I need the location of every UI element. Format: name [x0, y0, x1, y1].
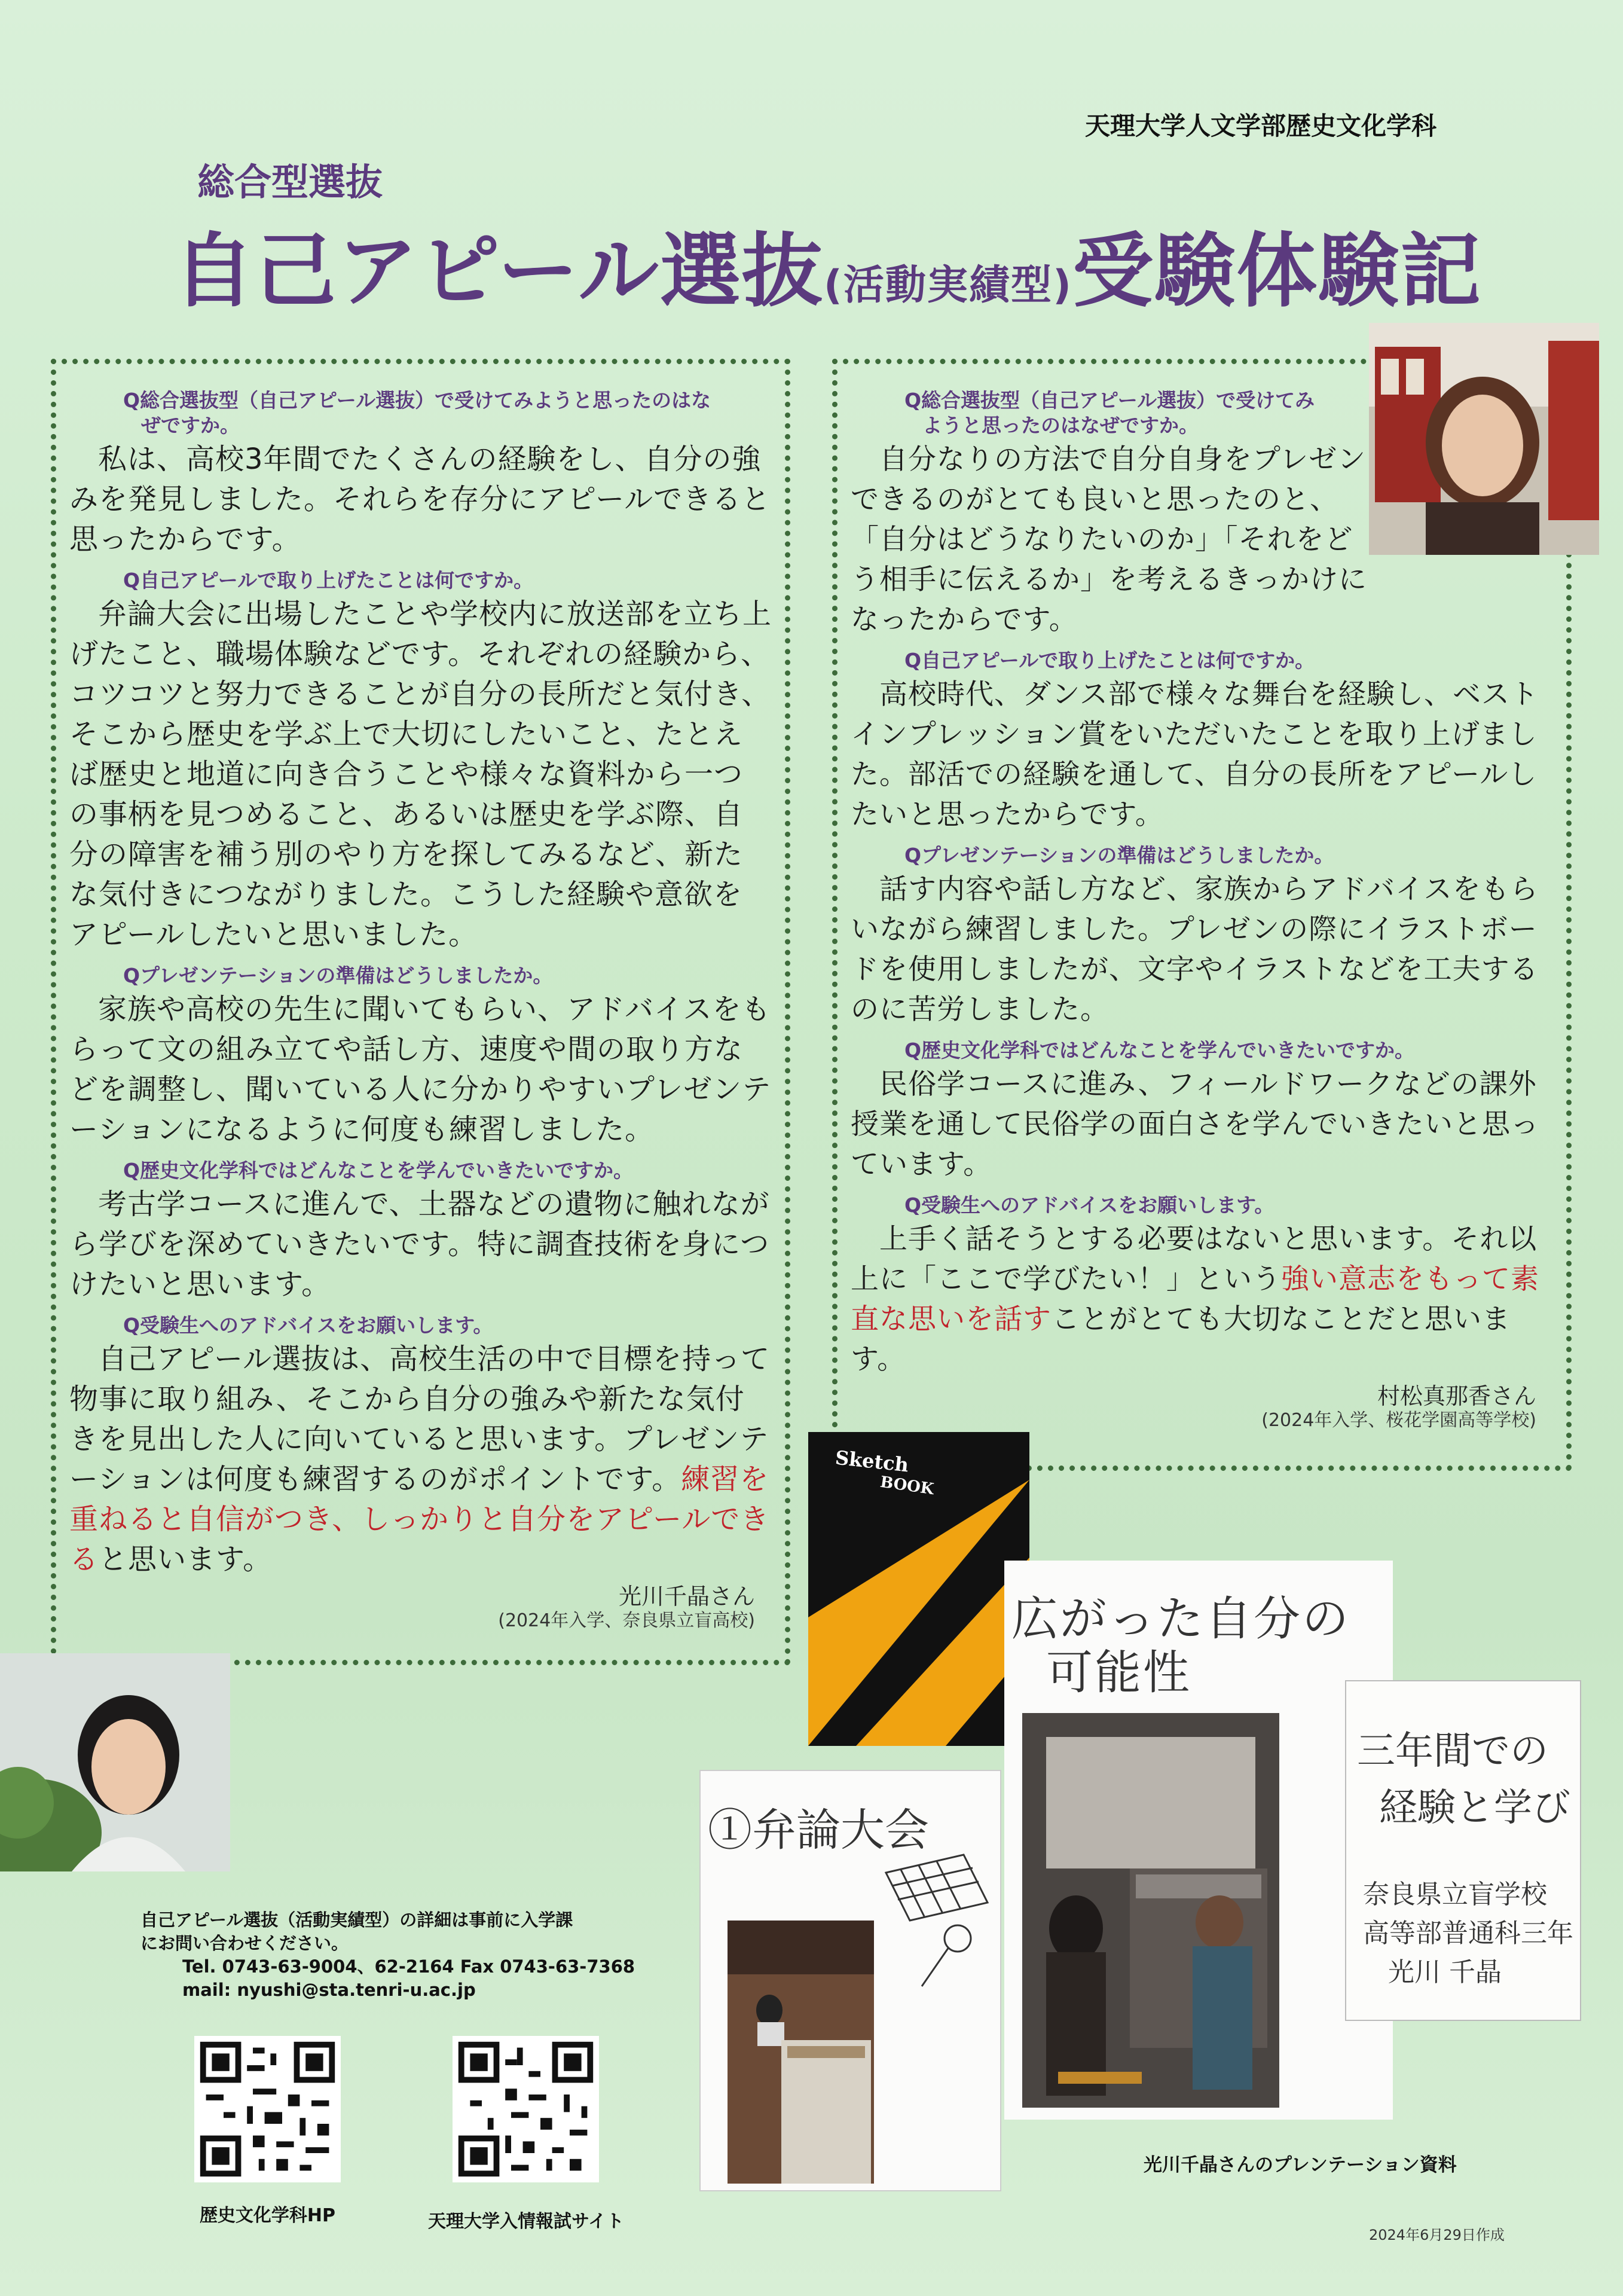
- contact-mail[interactable]: mail: nyushi@sta.tenri-u.ac.jp: [182, 1980, 476, 2000]
- interview-left: [51, 359, 790, 1665]
- answer-5: 上手く話そうとする必要はないと思います。それ以上に「ここで学びたい！」という強い意志をもって素直な思いを話すことがとても大切なことだと思います。: [851, 1223, 1539, 1376]
- question-3: Qプレゼンテーションの準備はどうしましたか。: [904, 844, 1334, 867]
- department-name: 天理大学人文学部歴史文化学科: [1085, 111, 1437, 141]
- sketchbook-label-2: BOOK: [879, 1473, 936, 1499]
- card-line-4: 高等部普通科三年: [1363, 1918, 1573, 1949]
- contact-tel: Tel. 0743-63-9004、62-2164 Fax 0743-63-7368: [182, 1956, 635, 1977]
- question-5: Q受験生へのアドバイスをお願いします。: [123, 1314, 493, 1337]
- materials-caption: 光川千晶さんのプレンテーション資料: [1144, 2154, 1457, 2176]
- answer-1: 私は、高校3年間でたくさんの経験をし、自分の強みを発見しました。それらを存分にアピールできると思ったからです。: [69, 442, 771, 556]
- card-line-3: 奈良県立盲学校: [1363, 1879, 1547, 1910]
- sketchbook-image: [808, 1432, 1029, 1746]
- sketchbook-label-1: Sketch: [834, 1446, 910, 1477]
- title-end: 受験体験記: [1072, 224, 1483, 318]
- question-3: Qプレゼンテーションの準備はどうしましたか。: [123, 964, 553, 987]
- question-1: Q総合選抜型（自己アピール選抜）で受けてみ ようと思ったのはなぜですか。: [904, 389, 1315, 437]
- board-photo: [1022, 1713, 1279, 2108]
- qr-label-admissions: 天理大学入情報試サイト: [428, 2211, 624, 2232]
- board-title-2: 可能性: [1046, 1646, 1192, 1700]
- student-school: (2024年入学、奈良県立盲高校): [498, 1610, 755, 1631]
- board-title-1: 広がった自分の: [1011, 1592, 1351, 1646]
- answer-2: 弁論大会に出場したことや学校内に放送部を立ち上げたこと、職場体験などです。それぞれの経験から、コツコツと努力できることが自分の長所だと気付き、そこから歴史を学ぶ上で大切にしたいこと、たとえば歴史と地道に向き合うことや様々な資料から一つの事柄を見つめること、あるいは歴史を学ぶ際、自分の障害を補う別のやり方を探してみるなど、新たな気付きにつながりました。こうした経験や意欲をアピールしたいと思いました。: [69, 597, 772, 951]
- presentation-board: [1004, 1561, 1393, 2120]
- title-main: 自己アピール選抜: [173, 224, 824, 318]
- speech-contest-sheet: [699, 1770, 1001, 2191]
- speech-title: ①弁論大会: [708, 1805, 929, 1856]
- answer-5: 自己アピール選抜は、高校生活の中で目標を持って物事に取り組み、そこから自分の強みや新たな気付きを見出した人に向いていると思います。プレゼンテーションは何度も練習するのがポイントです。練習を重ねると自信がつき、しっかりと自分をアピールできると思います。: [69, 1342, 771, 1576]
- card-line-1: 三年間での: [1357, 1729, 1548, 1773]
- question-5: Q受験生へのアドバイスをお願いします。: [904, 1193, 1274, 1217]
- contact-info: [140, 1909, 635, 2002]
- answer-2: 高校時代、ダンス部で様々な舞台を経験し、ベストインプレッション賞をいただいたことを取り上げました。部活での経験を通して、自分の長所をアピールしたいと思ったからです。: [851, 678, 1539, 831]
- answer-1: 自分なりの方法で自分自身をプレゼンできるのがとても良いと思ったのと、「自分はどうなりたいのか」「それをどう相手に伝えるか」を考えるきっかけになったからです。: [851, 443, 1367, 636]
- contact-line-1: 自己アピール選抜（活動実績型）の詳細は事前に入学課: [140, 1910, 573, 1930]
- question-2: Q自己アピールで取り上げたことは何ですか。: [123, 569, 534, 592]
- highlight-text: 練習を重ねると自信がつき、しっかりと自分をアピールできる: [69, 1463, 770, 1576]
- student-school: (2024年入学、桜花学園高等学校): [1261, 1410, 1536, 1431]
- answer-4: 考古学コースに進んで、土器などの遺物に触れながら学びを深めていきたいです。特に調査技術を身につけたいと思います。: [69, 1187, 770, 1301]
- qr-code-admissions[interactable]: [453, 2036, 599, 2182]
- title-paren: (活動実績型): [823, 262, 1073, 309]
- contact-line-2: にお問い合わせください。: [140, 1933, 349, 1953]
- answer-3: 家族や高校の先生に聞いてもらい、アドバイスをもらって文の組み立てや話し方、速度や間の取り方などを調整し、聞いている人に分かりやすいプレゼンテーションになるように何度も練習しました。: [69, 993, 772, 1146]
- answer-3: 話す内容や話し方など、家族からアドバイスをもらいながら練習しました。プレゼンの際にイラストボードを使用しましたが、文字やイラストなどを工夫するのに苦労しました。: [851, 873, 1539, 1026]
- info-card-text: [1345, 1680, 1581, 2021]
- card-line-2: 経験と学び: [1379, 1786, 1570, 1830]
- creation-date: 2024年6月29日作成: [1369, 2227, 1505, 2243]
- student-name: 光川千晶さん: [618, 1583, 755, 1610]
- qr-label-department: 歴史文化学科HP: [199, 2205, 336, 2226]
- student-photo-left: [0, 1653, 230, 1871]
- question-4: Q歴史文化学科ではどんなことを学んでいきたいですか。: [904, 1039, 1415, 1062]
- speech-photo: [728, 1921, 874, 2184]
- question-2: Q自己アピールで取り上げたことは何ですか。: [904, 649, 1315, 672]
- answer-4: 民俗学コースに進み、フィールドワークなどの課外授業を通して民俗学の面白さを学んでいきたいと思っています。: [851, 1068, 1539, 1181]
- question-4: Q歴史文化学科ではどんなことを学んでいきたいですか。: [123, 1159, 634, 1182]
- page-subtitle: 総合型選抜: [197, 160, 383, 204]
- question-1: Q総合選抜型（自己アピール選抜）で受けてみようと思ったのはな ぜですか。: [123, 389, 711, 437]
- qr-code-department[interactable]: [194, 2036, 341, 2182]
- page-title: [173, 206, 1482, 322]
- student-name: 村松真那香さん: [1377, 1383, 1536, 1409]
- card-line-5: 光川 千晶: [1388, 1957, 1502, 1987]
- highlight-text: 強い意志をもって素直な思いを話す: [851, 1263, 1539, 1336]
- student-photo-right: [1369, 323, 1599, 555]
